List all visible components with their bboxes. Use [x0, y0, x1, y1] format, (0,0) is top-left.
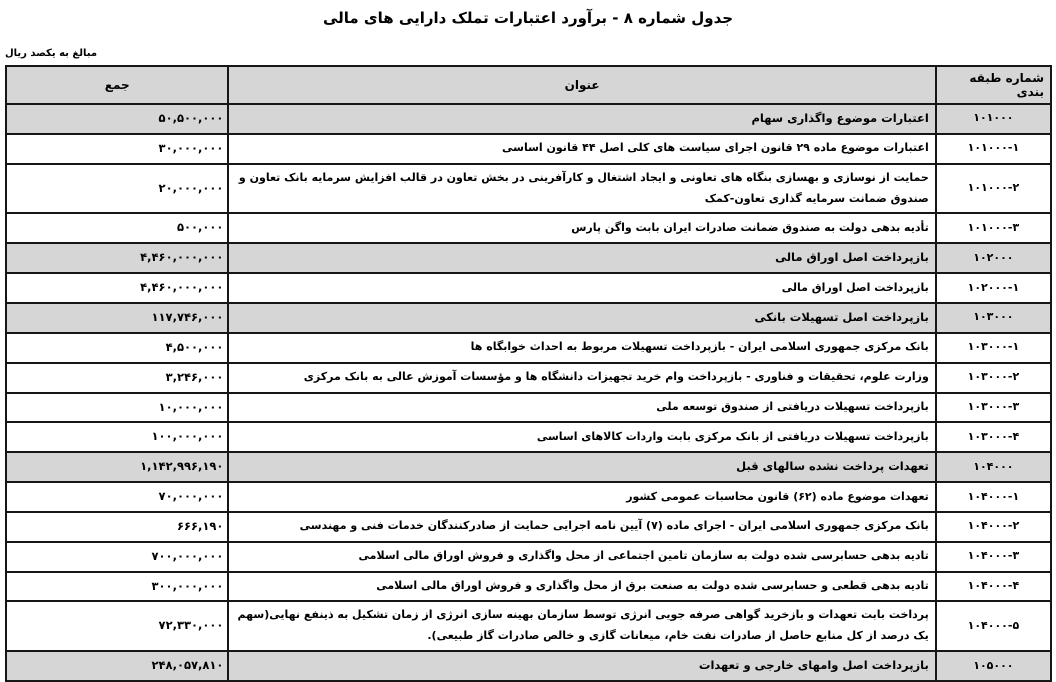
table-header — [6, 66, 1051, 104]
classification-code: ۱۰۴۰۰۰ — [936, 452, 1051, 482]
item-row — [6, 572, 1051, 602]
row-title: اعتبارات موضوع واگذاری سهام — [228, 104, 935, 134]
classification-code: ۱۰۳۰۰۰ — [936, 303, 1051, 333]
row-total: ۴,۴۶۰,۰۰۰,۰۰۰ — [6, 273, 228, 303]
row-total: ۵۰,۵۰۰,۰۰۰ — [6, 104, 228, 134]
classification-code: ۱۰۴۰۰۰-۲ — [936, 512, 1051, 542]
item-row — [6, 134, 1051, 164]
row-title: تادیه بدهی قطعی و حسابرسی شده دولت به صنعت برق از محل واگذاری و فروش اوراق مالی اسلامی — [228, 572, 935, 602]
classification-code: ۱۰۴۰۰۰-۵ — [936, 601, 1051, 651]
classification-code: ۱۰۱۰۰۰ — [936, 104, 1051, 134]
category-row — [6, 243, 1051, 273]
row-title: تعهدات پرداخت نشده سالهای قبل — [228, 452, 935, 482]
row-title: بازپرداخت اصل تسهیلات بانکی — [228, 303, 935, 333]
classification-code: ۱۰۵۰۰۰ — [936, 651, 1051, 681]
item-row — [6, 164, 1051, 214]
classification-code: ۱۰۲۰۰۰-۱ — [936, 273, 1051, 303]
item-row — [6, 363, 1051, 393]
item-row — [6, 482, 1051, 512]
category-row — [6, 452, 1051, 482]
item-row — [6, 542, 1051, 572]
row-total: ۷۰۰,۰۰۰,۰۰۰ — [6, 542, 228, 572]
row-title: اعتبارات موضوع ماده ۲۹ قانون اجرای سیاست های کلی اصل ۴۴ قانون اساسی — [228, 134, 935, 164]
credits-table — [5, 65, 1052, 682]
classification-code: ۱۰۳۰۰۰-۴ — [936, 422, 1051, 452]
row-total: ۷۲,۳۳۰,۰۰۰ — [6, 601, 228, 651]
item-row — [6, 393, 1051, 423]
classification-code: ۱۰۱۰۰۰-۲ — [936, 164, 1051, 214]
row-title: تعهدات موضوع ماده (۶۲) قانون محاسبات عمومی کشور — [228, 482, 935, 512]
row-total: ۲۴۸,۰۵۷,۸۱۰ — [6, 651, 228, 681]
table-body — [6, 104, 1051, 681]
classification-code: ۱۰۴۰۰۰-۴ — [936, 572, 1051, 602]
row-title: پرداخت بابت تعهدات و بازخرید گواهی صرفه جویی انرژی توسط سازمان بهینه سازی انرژی از زمان تشکیل به ذینفع نهایی(سهم یک درصد از کل منابع حاصل از صادرات نفت خام، میعانات گازی و خالص صادرات گاز طبیعی). — [228, 601, 935, 651]
classification-code: ۱۰۱۰۰۰-۳ — [936, 213, 1051, 243]
row-total: ۴,۴۶۰,۰۰۰,۰۰۰ — [6, 243, 228, 273]
item-row — [6, 601, 1051, 651]
row-total: ۱۱۷,۷۴۶,۰۰۰ — [6, 303, 228, 333]
column-header-classification-code: شماره طبقه بندی — [936, 66, 1051, 104]
row-title: بازپرداخت اصل اوراق مالی — [228, 273, 935, 303]
row-total: ۴,۵۰۰,۰۰۰ — [6, 333, 228, 363]
row-title: بازپرداخت اصل وامهای خارجی و تعهدات — [228, 651, 935, 681]
item-row — [6, 512, 1051, 542]
row-total: ۱۰,۰۰۰,۰۰۰ — [6, 393, 228, 423]
unit-note: مبالغ به یکصد ریال — [5, 48, 98, 59]
classification-code: ۱۰۳۰۰۰-۱ — [936, 333, 1051, 363]
row-title: بازپرداخت تسهیلات دریافتی از صندوق توسعه ملی — [228, 393, 935, 423]
row-title: بازپرداخت تسهیلات دریافتی از بانک مرکزی بابت واردات کالاهای اساسی — [228, 422, 935, 452]
row-title: بانک مرکزی جمهوری اسلامی ایران - اجرای ماده (۷) آیین نامه اجرایی حمایت از صادرکنندگان خدمات فنی و مهندسی — [228, 512, 935, 542]
classification-code: ۱۰۱۰۰۰-۱ — [936, 134, 1051, 164]
row-title: بازپرداخت اصل اوراق مالی — [228, 243, 935, 273]
classification-code: ۱۰۳۰۰۰-۳ — [936, 393, 1051, 423]
row-total: ۳,۲۴۶,۰۰۰ — [6, 363, 228, 393]
column-header-total: جمع — [6, 66, 228, 104]
item-row — [6, 422, 1051, 452]
classification-code: ۱۰۳۰۰۰-۲ — [936, 363, 1051, 393]
row-title: حمایت از نوسازی و بهسازی بنگاه های تعاونی و ایجاد اشتغال و کارآفرینی در بخش تعاون در قالب افزایش سرمایه بانک تعاون و صندوق ضمانت سرمایه گذاری تعاون-کمک — [228, 164, 935, 214]
row-total: ۶۶۶,۱۹۰ — [6, 512, 228, 542]
row-total: ۲۰,۰۰۰,۰۰۰ — [6, 164, 228, 214]
classification-code: ۱۰۴۰۰۰-۳ — [936, 542, 1051, 572]
page-title: جدول شماره ۸ - برآورد اعتبارات تملک دارایی های مالی — [322, 9, 734, 27]
classification-code: ۱۰۴۰۰۰-۱ — [936, 482, 1051, 512]
row-total: ۱۰۰,۰۰۰,۰۰۰ — [6, 422, 228, 452]
row-total: ۷۰,۰۰۰,۰۰۰ — [6, 482, 228, 512]
row-total: ۵۰۰,۰۰۰ — [6, 213, 228, 243]
category-row — [6, 651, 1051, 681]
row-total: ۱,۱۴۲,۹۹۶,۱۹۰ — [6, 452, 228, 482]
row-title: بانک مرکزی جمهوری اسلامی ایران - بازپرداخت تسهیلات مربوط به احداث خوابگاه ها — [228, 333, 935, 363]
column-header-title: عنوان — [228, 66, 935, 104]
row-total: ۳۰۰,۰۰۰,۰۰۰ — [6, 572, 228, 602]
classification-code: ۱۰۲۰۰۰ — [936, 243, 1051, 273]
item-row — [6, 213, 1051, 243]
header-row — [6, 66, 1051, 104]
item-row — [6, 333, 1051, 363]
item-row — [6, 273, 1051, 303]
category-row — [6, 104, 1051, 134]
row-title: وزارت علوم، تحقیقات و فناوری - بازپرداخت وام خرید تجهیزات دانشگاه ها و مؤسسات آموزش عالی به بانک مرکزی — [228, 363, 935, 393]
row-total: ۳۰,۰۰۰,۰۰۰ — [6, 134, 228, 164]
row-title: تأدیه بدهی دولت به صندوق ضمانت صادرات ایران بابت واگن پارس — [228, 213, 935, 243]
category-row — [6, 303, 1051, 333]
row-title: تادیه بدهی حسابرسی شده دولت به سازمان تامین اجتماعی از محل واگذاری و فروش اوراق مالی اسلامی — [228, 542, 935, 572]
